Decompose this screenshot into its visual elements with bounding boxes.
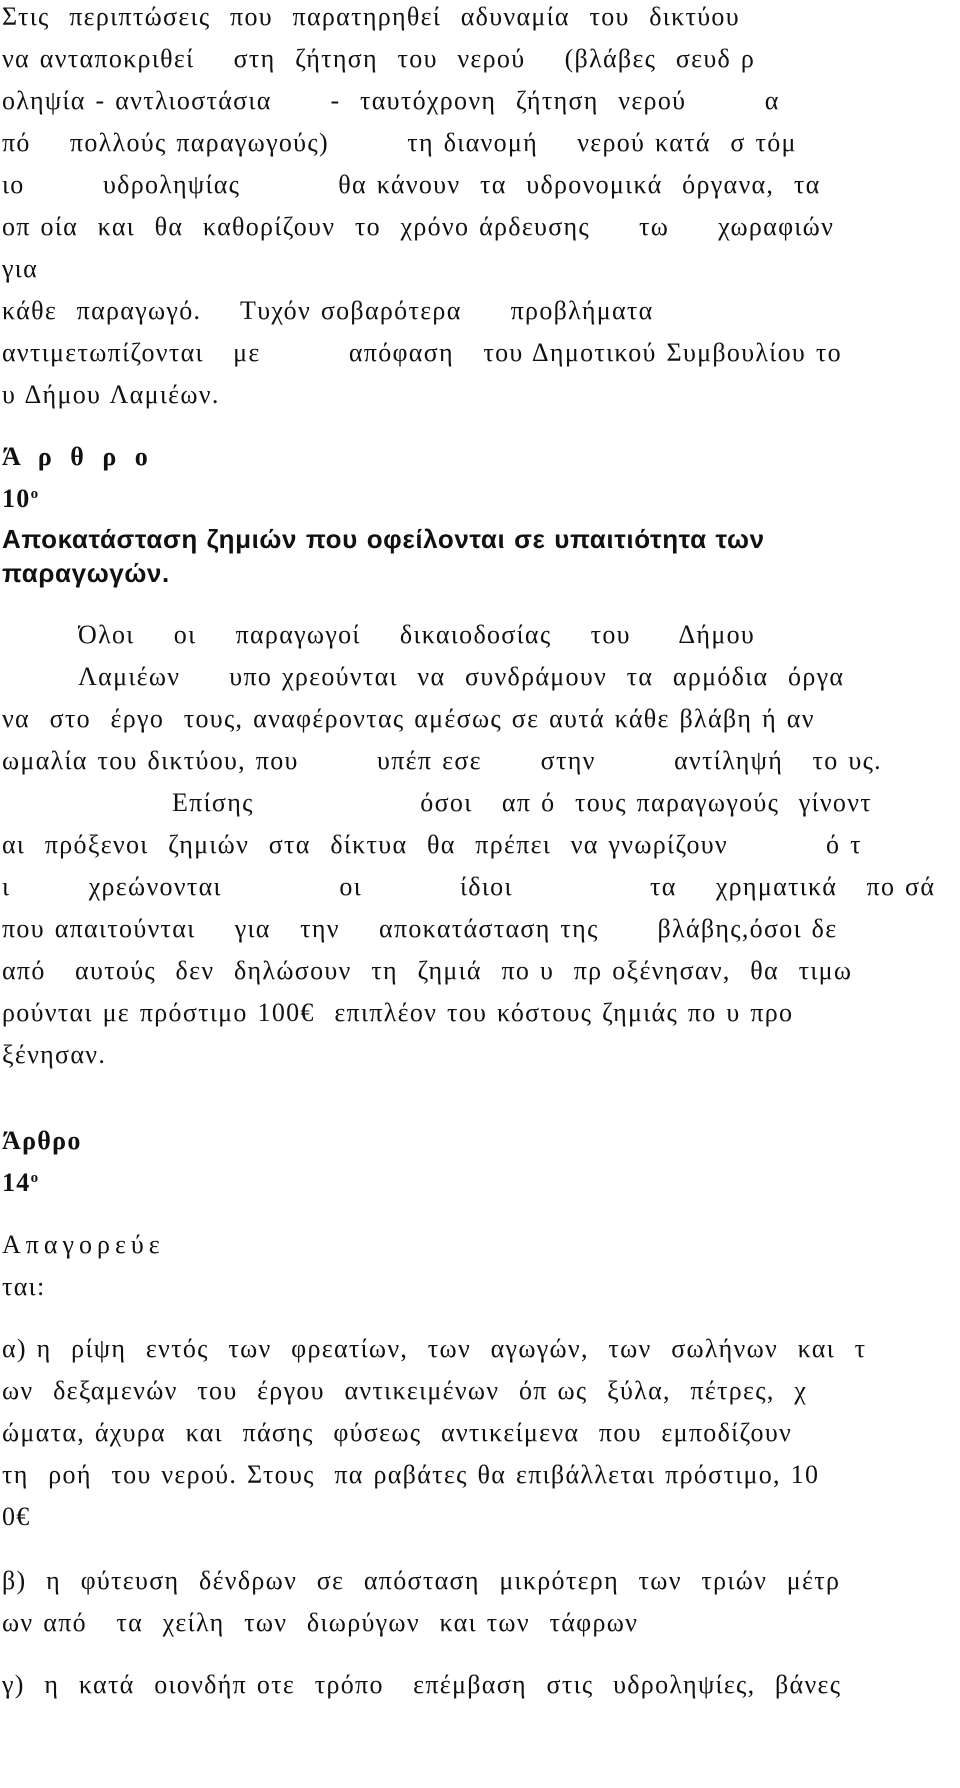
paragraph-line: α) η ρίψη εντός των φρεατίων, των αγωγών, των σωλήνων και τ: [2, 1334, 867, 1363]
paragraph-line: ώματα, άχυρα και πάσης φύσεως αντικείμενα που εμποδίζουν: [2, 1418, 793, 1447]
paragraph-line: 0€: [2, 1502, 31, 1531]
paragraph-line: από αυτούς δεν δηλώσουν τη ζημιά πο υ πρ οξένησαν, θα τιμω: [2, 956, 853, 985]
paragraph-line: ων δεξαμενών του έργου αντικειμένων όπ ως ξύλα, πέτρες, χ: [2, 1376, 808, 1405]
article-14-intro: Απαγορεύε: [2, 1230, 165, 1259]
article-10-number: [2, 484, 947, 514]
article-14-intro: ται:: [2, 1272, 46, 1301]
article-10-title: παραγωγών.: [2, 558, 170, 588]
paragraph-line: β) η φύτευση δένδρων σε απόσταση μικρότερη των τριών μέτρ: [2, 1566, 841, 1595]
paragraph-line: Στις περιπτώσεις που παρατηρηθεί αδυναμία του δικτύου: [2, 2, 740, 31]
paragraph-line: πό πολλούς παραγωγούς) τη διανομή νερού κατά σ τόμ: [2, 128, 797, 157]
paragraph-line: ων από τα χείλη των διωρύγων και των τάφρων: [2, 1608, 639, 1637]
paragraph-line: ιο υδροληψίας θα κάνουν τα υδρονομικά όργανα, τα: [2, 170, 821, 199]
paragraph-line: οπ οία και θα καθορίζουν το χρόνο άρδευσης τω χωραφιών: [2, 212, 835, 241]
article-number-sup: ο: [30, 1170, 40, 1186]
article-14-number: [2, 1168, 947, 1198]
paragraph-line: Επίσης όσοι απ ό τους παραγωγούς γίνοντ: [172, 788, 873, 817]
paragraph-line: Όλοι οι παραγωγοί δικαιοδοσίας του Δήμου: [78, 620, 756, 649]
article-number-sup: ο: [30, 486, 40, 502]
paragraph-line: τη ροή του νερού. Στους πα ραβάτες θα επιβάλλεται πρόστιμο, 10: [2, 1460, 820, 1489]
paragraph-line: για: [2, 254, 39, 283]
article-number: 10: [2, 484, 31, 513]
paragraph-line: ωμαλία του δικτύου, που υπέπ εσε στην αντίληψή το υς.: [2, 746, 882, 775]
paragraph-line: αι πρόξενοι ζημιών στα δίκτυα θα πρέπει να γνωρίζουν ό τ: [2, 830, 862, 859]
paragraph-line: ι χρεώνονται οι ίδιοι τα χρηματικά πο σά: [2, 872, 936, 901]
paragraph-line: ρούνται με πρόστιμο 100€ επιπλέον του κόστους ζημιάς πο υ προ: [2, 998, 794, 1027]
paragraph-line: αντιμετωπίζονται με απόφαση του Δημοτικού Συμβουλίου το: [2, 338, 842, 367]
paragraph-line: να ανταποκριθεί στη ζήτηση του νερού (βλάβες σευδ ρ: [2, 44, 756, 73]
paragraph-line: που απαιτούνται για την αποκατάσταση της βλάβης,όσοι δε: [2, 914, 838, 943]
paragraph-line: γ) η κατά οιονδήπ οτε τρόπο επέμβαση στις υδροληψίες, βάνες: [2, 1670, 842, 1699]
article-number: 14: [2, 1168, 31, 1197]
article-14-heading: Άρθρο: [2, 1126, 82, 1155]
paragraph-line: κάθε παραγωγό. Τυχόν σοβαρότερα προβλήματα: [2, 296, 654, 325]
paragraph-line: να στο έργο τους, αναφέροντας αμέσως σε αυτά κάθε βλάβη ή αν: [2, 704, 815, 733]
paragraph-line: Λαμιέων υπο χρεούνται να συνδράμουν τα αρμόδια όργα: [78, 662, 845, 691]
paragraph-line: οληψία - αντλιοστάσια - ταυτόχρονη ζήτηση νερού α: [2, 86, 780, 115]
paragraph-line: υ Δήμου Λαμιέων.: [2, 380, 220, 409]
article-10-title: Αποκατάσταση ζημιών που οφείλονται σε υπαιτιότητα των: [2, 524, 765, 554]
paragraph-line: ξένησαν.: [2, 1040, 107, 1069]
article-10-heading: Ά ρ θ ρ ο: [2, 442, 153, 471]
